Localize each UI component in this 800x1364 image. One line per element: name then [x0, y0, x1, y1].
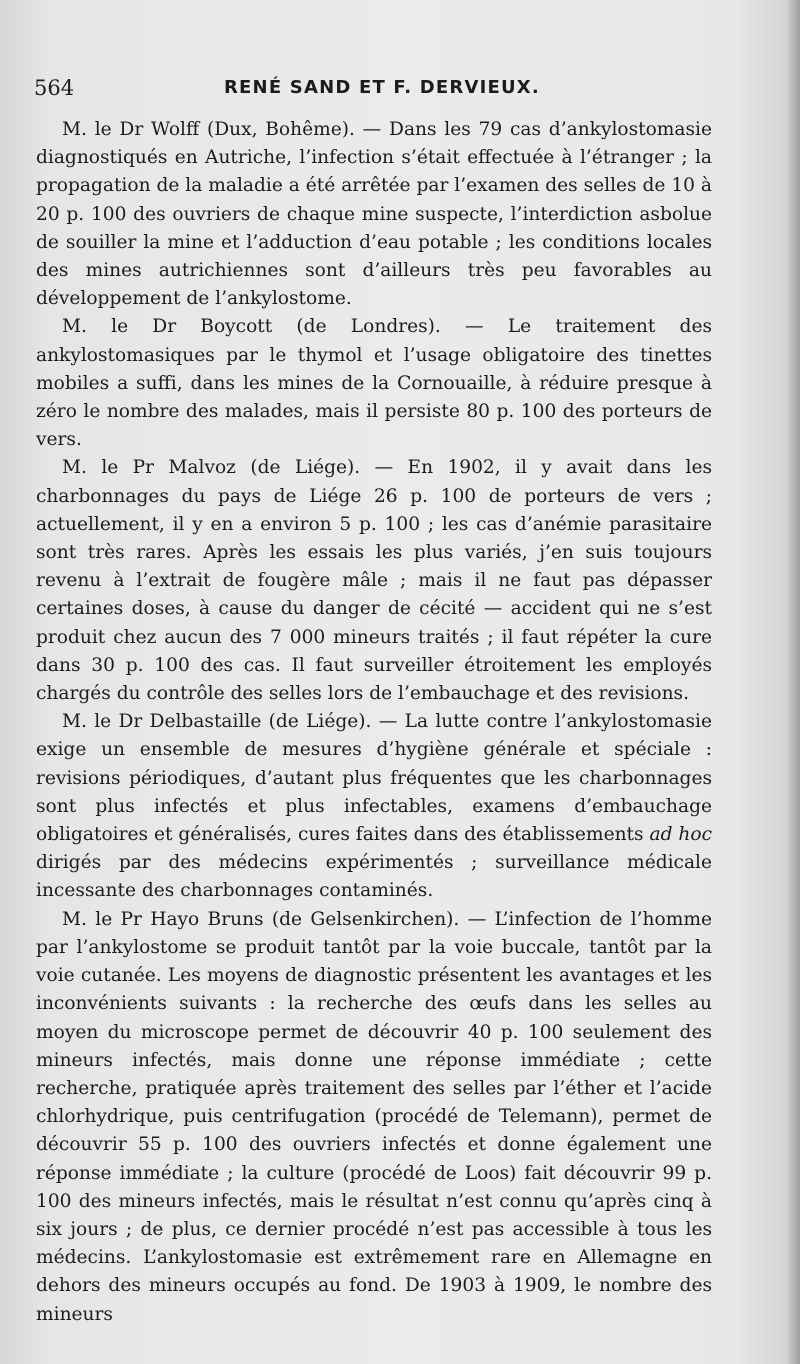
speaker-name: M. le Dr Wolff (Dux, Bohême). — [62, 119, 382, 140]
speaker-name: M. le Dr Boycott (de Londres). — [62, 316, 484, 338]
paragraph-text: Dans les 79 cas d’ankylostomasie diagnostiqués en Autriche, l’infection s’était effectuée à l’étranger ; la propagation de la maladie a été arrêtée par l’examen des selles de 10 à 20 p. 100 des ouvriers de chaque mine suspecte, l’interdiction asbolue de souiller la mine et l’adduction d’eau potable ; les conditions locales des mines autrichiennes sont d’ailleurs très peu favorables au développement de l’ankylostome. [36, 119, 713, 310]
paragraph-text: La lutte contre l’ankylostomasie exige un ensemble de mesures d’hygiène générale et spéciale : revisions périodiques, d’autant plus fréquentes que les charbonnages sont plus infectés et plus infectables, examens d’embauchage obligatoires et généralisés, cures faites dans des établissements [36, 711, 712, 846]
speaker-name: M. le Dr Delbastaille (de Liége). — [62, 711, 398, 733]
paragraph-text: dirigés par des médecins expérimentés ; surveillance médicale incessante des charbonnages contaminés. [36, 852, 712, 902]
speaker-name: M. le Pr Malvoz (de Liége). — [62, 457, 394, 479]
paragraph-delbastaille [36, 708, 712, 905]
page-header [34, 76, 734, 104]
paragraph-bruns [36, 906, 712, 1329]
paragraph-text: Le traitement des ankylostomasiques par le thymol et l’usage obligatoire des tinettes mobiles a suffi, dans les mines de la Cornouaille, à réduire presque à zéro le nombre des malades, mais il persiste 80 p. 100 des porteurs de vers. [36, 316, 712, 451]
paragraph-boycott [36, 313, 712, 454]
italic-phrase: ad hoc [649, 824, 713, 846]
page-number: 564 [34, 76, 75, 100]
body-text [36, 116, 712, 1329]
paragraph-text: L’infection de l’homme par l’ankylostome se produit tantôt par la voie buccale, tantôt par la voie cutanée. Les moyens de diagnostic présentent les avantages et les inconvénients suivants : la recherche des œufs dans les selles au moyen du microscope permet de découvrir 40 p. 100 seulement des mineurs infectés, mais donne une réponse immédiate ; cette recherche, pratiquée après traitement des selles par l’éther et l’acide chlorhydrique, puis centrifugation (procédé de Telemann), permet de découvrir 55 p. 100 des ouvriers infectés et donne également une réponse immédiate ; la culture (procédé de Loos) fait découvrir 99 p. 100 des mineurs infectés, mais le résultat n’est connu qu’après cinq à six jours ; de plus, ce dernier procédé n’est pas accessible à tous les médecins. L’ankylostomasie est extrêmement rare en Allemagne en dehors des mineurs occupés au fond. De 1903 à 1909, le nombre des mineurs [36, 908, 712, 1325]
paragraph-wolff [36, 116, 712, 313]
running-title: RENÉ SAND ET F. DERVIEUX. [224, 77, 540, 98]
page-binding-shadow [786, 0, 800, 1364]
paragraph-text: En 1902, il y avait dans les charbonnages du pays de Liége 26 p. 100 de porteurs de vers ; actuellement, il y en a environ 5 p. 100 ; les cas d’anémie parasitaire sont très rares. Après les essais les plus variés, j’en suis toujours revenu à l’extrait de fougère mâle ; mais il ne faut pas dépasser certaines doses, à cause du danger de cécité — accident qui ne s’est produit chez aucun des 7 000 mineurs traités ; il faut répéter la cure dans 30 p. 100 des cas. Il faut surveiller étroitement les employés chargés du contrôle des selles lors de l’embauchage et des revisions. [36, 457, 712, 705]
paragraph-malvoz [36, 454, 712, 708]
speaker-name: M. le Pr Hayo Bruns (de Gelsenkirchen). — [62, 908, 487, 930]
